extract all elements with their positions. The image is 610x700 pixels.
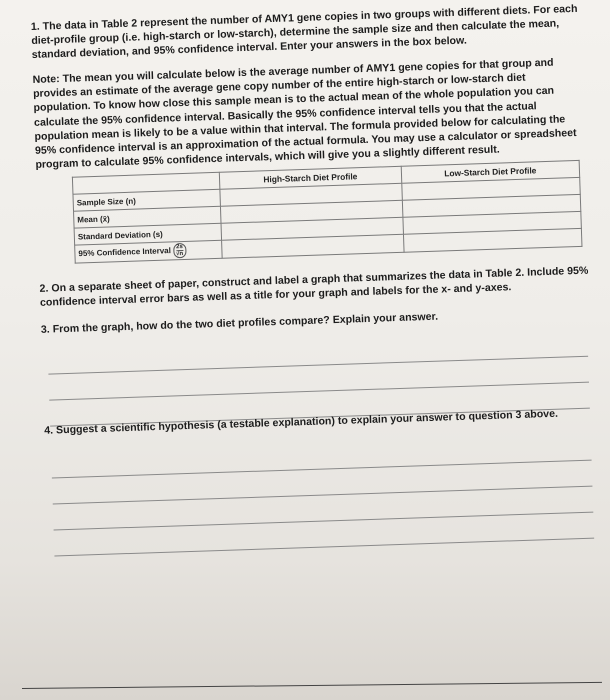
answer-line[interactable] [53,486,593,505]
ci-label-text: 95% Confidence Interval [78,246,172,259]
ci-formula [173,243,186,258]
row-label-std-dev: Standard Deviation (s) [74,223,221,245]
question-1-text: 1. The data in Table 2 represent the number of AMY1 gene copies in two groups with different diets. For each diet-profile group (i.e. high-starch or low-starch), determine the sample size and then calculate the mean, standard deviation, and 95% confidence interval. Enter your answers in the box below. [30,2,578,62]
page-bottom-line [22,682,602,689]
results-table [72,160,583,264]
ci-formula-denominator: √n [176,251,184,258]
answer-line[interactable] [54,512,594,531]
answer-line[interactable] [49,382,589,401]
row-label-confidence-interval [75,240,223,263]
question-4-text: 4. Suggest a scientific hypothesis (a testable explanation) to explain your answer to question 3 above. [44,407,559,437]
answer-line[interactable] [54,538,594,557]
ci-formula-numerator: 2s [176,244,183,251]
question-2-text: 2. On a separate sheet of paper, construct and label a graph that summarizes the data in Table 2. Include 95% confidence interval error bars as well as a title for your graph and labels for the x- and y-axes. [39,264,589,310]
row-label-sample-size: Sample Size (n) [73,189,220,211]
answer-line[interactable] [48,356,588,375]
note-paragraph: Note: The mean you will calculate below is the average number of AMY1 gene copies for that group and provides an estimate of the average gene copy number of the entire high-starch or low-starch diet population. To know how close this sample mean is to the actual mean of the whole population you can calculate the 95% confidence interval. Basically the 95% confidence interval tells you that the actual population mean is likely to be a value within that interval. The formula provided below for calculating the 95% confidence interval is an approximation of the actual formula. You may use a calculator or spreadsheet program to calculate 95% confidence intervals, which will give you a slightly different result. [32,56,577,172]
table-header-low-starch: Low-Starch Diet Profile [401,160,580,183]
table-header-high-starch: High-Starch Diet Profile [219,166,401,189]
question-3-text: 3. From the graph, how do the two diet profiles compare? Explain your answer. [40,310,439,336]
row-label-mean: Mean (x̄) [74,206,221,228]
answer-line[interactable] [52,460,592,479]
